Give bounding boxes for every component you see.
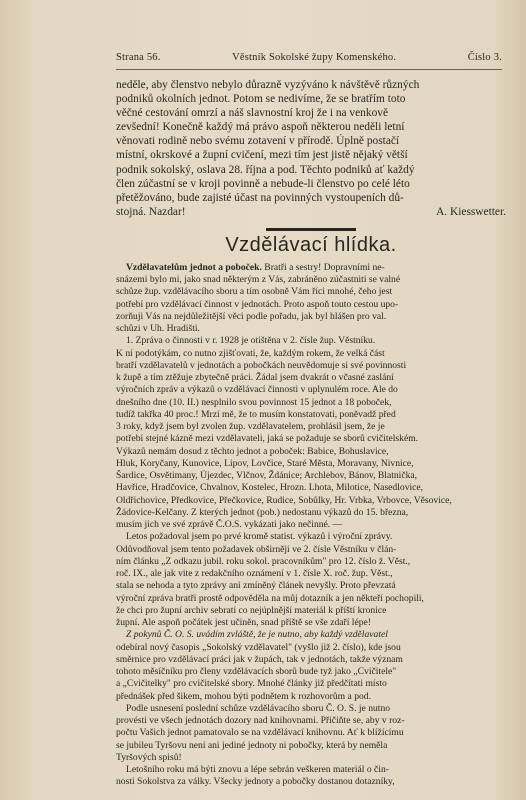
text-line: Výkazů nemám dosud z těchto jednot a poboček: Babice, Bohuslavice,	[116, 445, 389, 457]
lead-text: Bratři a sestry! Dopravními ne-	[261, 261, 385, 273]
text-line: stala se nehoda a tyto zprávy ani zmíněný článek nevyšly. Proto převzatá	[116, 580, 396, 592]
text-line: snázemi bylo mi, jako snad některým z Vás, zabráněno zúčastniti se valné	[116, 274, 401, 286]
section-heading: Vzdělávací hlídka.	[225, 233, 397, 256]
text-line: zorňuji Vás na nejdůležitější věci podle pořadu, jak byl hlášen pro val.	[116, 310, 387, 322]
text-line: se jubileu Tyršovu není ani jediné jednoty ni pobočky, která by neměla	[116, 739, 388, 751]
text-line: přednášek před šikem, mohou býti podnětem k rozhovorům a pod.	[116, 690, 371, 702]
text-line: K ní podotýkám, co nutno zjišťovati, že, každým rokem, že velká část	[116, 347, 385, 359]
page-header	[116, 52, 502, 70]
text-line: nosti Sokolstva za války. Všecky jednoty a pobočky dostanou dotazníky,	[116, 776, 395, 788]
text-line: roč. IX., ale jak vite z redakčního oznámení v 1. čísle X. roč. žup. Věst.,	[116, 568, 393, 580]
text-line: člen zúčastní se v kroji povinně a nebude-li členstvo po celé léto	[116, 177, 410, 190]
text-line: 1. Zpráva o činnosti v r. 1928 je otištěna v 2. čísle žup. Věstníku.	[126, 335, 376, 347]
text-line: župní. Ale aspoň počátek jest učiněn, snad příště se vše zdaří lépe!	[116, 617, 371, 629]
text-line: potřebí stejné kázně mezi vzdělavateli, jaká se požaduje se sborů cvičitelském.	[116, 433, 419, 445]
issue-number: Číslo 3.	[467, 52, 502, 63]
signature-row	[116, 205, 506, 219]
text-line: místní, okrskové a župní cvičení, mezi tím jest jistě nějaký větší	[116, 149, 408, 162]
text-line: Oldřichovice, Předkovice, Přečkovice, Rudice, Sobůlky, Hr. Vrbka, Vrbovce, Věsovice,	[116, 494, 452, 506]
text-line: dnešního dne (10. II.) nesplnilo svou povinnost 15 jednot a 18 poboček,	[116, 396, 392, 408]
author-signature: A. Kiesswetter.	[436, 205, 506, 218]
text-line: výročních zpráv a výkazů o vzdělávací činnosti v uplynulém roce. Ale do	[116, 384, 398, 396]
text-line: Havřice, Hradčovice, Chvalnov, Kostelec, Hrozn. Lhota, Milotice, Nasedlovice,	[116, 482, 424, 494]
text-line: neděle, aby členstvo nebylo důrazně vyzýváno k návštěvě různých	[116, 79, 420, 91]
text-line: schůze žup. vzdělávacího sboru a tím osobně Vám říci mnohé, čeho jest	[116, 286, 393, 298]
text-line: Podle usnesení poslední schůze vzdělávacího sboru Č. O. S. je nutno	[126, 702, 391, 714]
text-line: Tyršových spisů!	[116, 751, 182, 763]
page-number: Strana 56.	[116, 52, 161, 63]
text-line: zevšední! Konečně každý má právo aspoň některou neděli letní	[116, 121, 405, 134]
intro-paragraph	[116, 78, 506, 219]
text-line: věčné cestování omrzí a náš slavnostní kroj že i na venkově	[116, 107, 389, 120]
text-line: odebíral nový časopis „Sokolský vzdělavatel" (vyšlo již 2. číslo), kde jsou	[116, 641, 401, 653]
text-line: bratří vzdělavatelů v jednotách a pobočkách neuvědomuje si své povinnosti	[116, 359, 407, 371]
section-divider	[266, 228, 356, 231]
closing-text: stojná. Nazdar!	[116, 205, 186, 218]
text-line: potřebí pro vzdělávací činnost v jednotách. Proto aspoň touto cestou upo-	[116, 298, 399, 310]
text-line: ním článku „Z odkazu jubil. roku sokol. pracovníkům" pro 12. číslo ž. Věst.,	[116, 555, 411, 567]
text-line: provésti ve všech jednotách dozory nad knihovnami. Přičiňte se, aby v roz-	[116, 715, 405, 727]
text-line: Z pokynů Č. O. S. uvádím zvláště, že je nutno, aby každý vzdělavatel	[126, 629, 388, 641]
text-line: Letošního roku má býti znovu a lépe sebrán veškeren materiál o čin-	[126, 764, 389, 776]
text-line: že chci pro župní archiv sebrati co nejúplnější materiál k příští kronice	[116, 604, 387, 616]
text-line: výroční zpráva bratři prostě odpověděla na můj dotazník a jen někteří pochopili,	[116, 592, 424, 604]
text-line: Odůvodňoval jsem tento požadavek obširněji ve 2. čísle Věstníku v člán-	[116, 543, 397, 555]
text-line: Hluk, Koryčany, Kunovice, Lipov, Lovčice, Staré Města, Moravany, Nivnice,	[116, 457, 414, 469]
text-line: podnik sokolský, oslava 28. října a pod. Těchto podniků ať každý	[116, 163, 415, 176]
journal-title: Věstník Sokolské župy Komenského.	[232, 52, 397, 63]
page-content	[116, 78, 506, 789]
lead-heading: Vzdělavatelům jednot a poboček.	[126, 261, 262, 273]
text-line: Šardice, Osvětimany, Újezdec, Vlčnov, Ždánice; Archlebov, Bánov, Blatnička,	[116, 470, 418, 482]
lead-line	[116, 262, 506, 274]
text-line: Žádovice-Kelčany. Z kterých jednot (pob.) nedostanu výkazů do 15. března,	[116, 506, 409, 518]
text-line: věnovati rodině nebo svému zotavení v přírodě. Úplně postačí	[116, 135, 400, 148]
text-line: tudíž takřka 40 proc.! Mrzí mě, že to musím konstatovati, poněvadž před	[116, 408, 396, 420]
text-line: směrnice pro vzdělávací práci jak v župách, tak v jednotách, takže význam	[116, 653, 403, 665]
text-line: musím jich ve své zprávě Č.O.S. vykázati jako nečinné. —	[116, 519, 343, 531]
text-line: a „Cvičitelky" pro cvičitelské sbory. Mnohé články již předčítati místo	[116, 678, 387, 690]
text-line: k župě a tím ztěžuje zbytečně práci. Žádal jsem dvakrát o včasné zaslání	[116, 372, 394, 384]
text-line: schůzi v Uh. Hradišti.	[116, 323, 200, 335]
text-line: podniků okolních jednot. Potom se nedivíme, že se bratřím toto	[116, 93, 406, 106]
text-line: počtu Vašich jednot pamatovalo se na vzdělávací knihovnu. Ať k blížícímu	[116, 727, 404, 739]
section-body	[116, 262, 506, 789]
text-line: 3 roky, když jsem byl zvolen žup. vzdělavatelem, prohlásil jsem, že je	[116, 421, 385, 433]
text-line: tohoto měsíčníku pro členy vzdělávacích sborů bude tyž jako „Cvičitele"	[116, 666, 397, 678]
text-line: Letos požadoval jsem po prvé kromě statist. výkazů i výroční zprávy.	[126, 531, 393, 543]
text-line: přetěžováno, bude zajisté účast na povinných vystoupeních dů-	[116, 191, 404, 204]
